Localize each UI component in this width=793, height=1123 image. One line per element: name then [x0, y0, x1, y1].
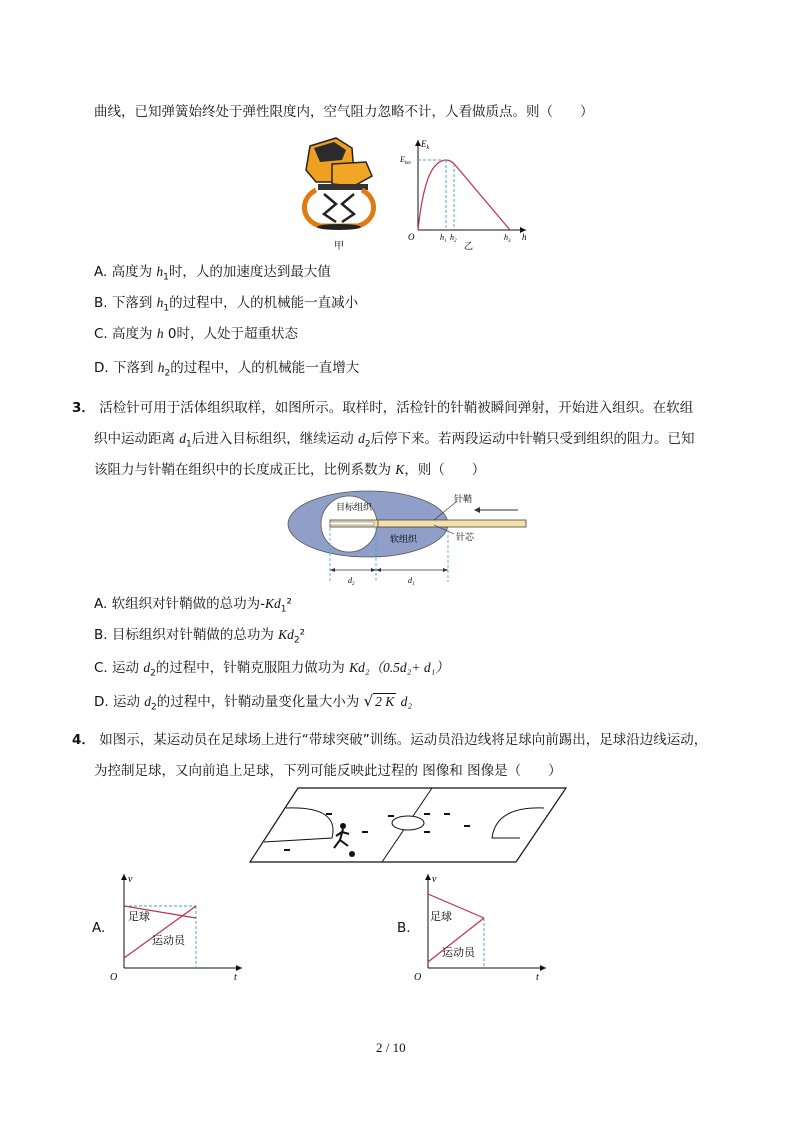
v-axis-label-a: v	[128, 874, 133, 885]
ball-icon	[349, 851, 355, 857]
biopsy-needle-figure	[286, 490, 532, 588]
soft-tissue-label: 软组织	[390, 535, 418, 545]
ekm-label: $E_{km}$	[400, 155, 411, 166]
q3-option-c[interactable]: C. 运动 $d_2$的过程中，针鞘克服阻力做功为 Kd₂（0.5d₂+ d₁）	[94, 660, 449, 679]
sheath-label: 针鞘	[454, 495, 473, 505]
q3-line1: 3． 活检针可用于活体组织取样，如图所示。取样时，活检针的针鞘被瞬间弹射，开始进入组织。在软组	[72, 400, 694, 416]
ball-label-b: 足球	[430, 910, 452, 923]
q2-option-c[interactable]: C. 高度为 h 0时，人处于超重状态	[94, 326, 298, 342]
origin-label-a: O	[110, 972, 118, 983]
core-label: 针芯	[456, 533, 475, 543]
h3-tick-label: $h_3$	[504, 233, 511, 244]
h-axis-label: h	[522, 232, 527, 242]
origin-label-b: O	[414, 972, 422, 983]
page-number: 2 / 10	[376, 1040, 406, 1055]
q2-option-a[interactable]: A. 高度为 $h_1$时，人的加速度达到最大值	[94, 264, 331, 283]
t-axis-label-a: t	[234, 972, 237, 983]
h2-tick-label: $h_2$	[450, 233, 457, 244]
ek-axis-label: $E_k$	[421, 139, 430, 151]
q4-line1: 4． 如图示，某运动员在足球场上进行“带球突破”训练。运动员沿边线将足球向前踢出，足球沿边线运动，	[72, 732, 708, 748]
q3-option-d[interactable]: D. 运动 $d_2$的过程中，针鞘动量变化量大小为 √ 2 K d₂	[94, 692, 413, 713]
football-field-figure	[248, 786, 568, 864]
q4-graph-b[interactable]	[412, 872, 552, 984]
target-tissue-label: 目标组织	[336, 503, 373, 513]
v-axis-label-b: v	[432, 874, 437, 885]
q3-line2: 织中运动距离 $d_1$后进入目标组织，继续运动 $d_2$后停下来。若两段运动中针鞘只受到组织的阻力。已知	[94, 431, 695, 450]
d1-dim-label: $d_1$	[408, 576, 415, 587]
ball-label-a: 足球	[128, 910, 150, 923]
q3-option-b[interactable]: B. 目标组织对针鞘做的总功为 $Kd_2^2$	[94, 627, 306, 646]
q2-option-d[interactable]: D. 下落到 $h_2$的过程中，人的机械能一直增大	[94, 360, 360, 379]
fig-jia-label: 甲	[334, 241, 344, 252]
player-label-a: 运动员	[152, 934, 185, 947]
q2-intro: 曲线，已知弹簧始终处于弹性限度内，空气阻力忽略不计，人看做质点。则（ ）	[94, 104, 594, 120]
h1-tick-label: $h_1$	[440, 233, 447, 244]
jumping-shoe-image	[296, 134, 380, 232]
q3-option-a[interactable]: A. 软组织对针鞘做的总功为$-Kd_1^2$	[94, 596, 292, 615]
player-label-b: 运动员	[442, 946, 475, 959]
q4-option-b-letter[interactable]: B.	[397, 920, 411, 936]
q3-line3: 该阻力与针鞘在组织中的长度成正比，比例系数为 K，则（ ）	[94, 462, 486, 478]
fig-yi-label: 乙	[464, 242, 474, 252]
q2-option-b[interactable]: B. 下落到 $h_1$的过程中，人的机械能一直减小	[94, 295, 359, 314]
origin-label: O	[408, 232, 415, 242]
d2-dim-label: $d_2$	[348, 576, 355, 587]
q4-graph-a[interactable]	[108, 872, 248, 984]
q4-line2: 为控制足球，又向前追上足球，下列可能反映此过程的 图像和 图像是（ ）	[94, 763, 562, 779]
ek-h-graph	[398, 134, 530, 252]
q4-option-a-letter[interactable]: A.	[92, 920, 106, 936]
t-axis-label-b: t	[536, 972, 539, 983]
